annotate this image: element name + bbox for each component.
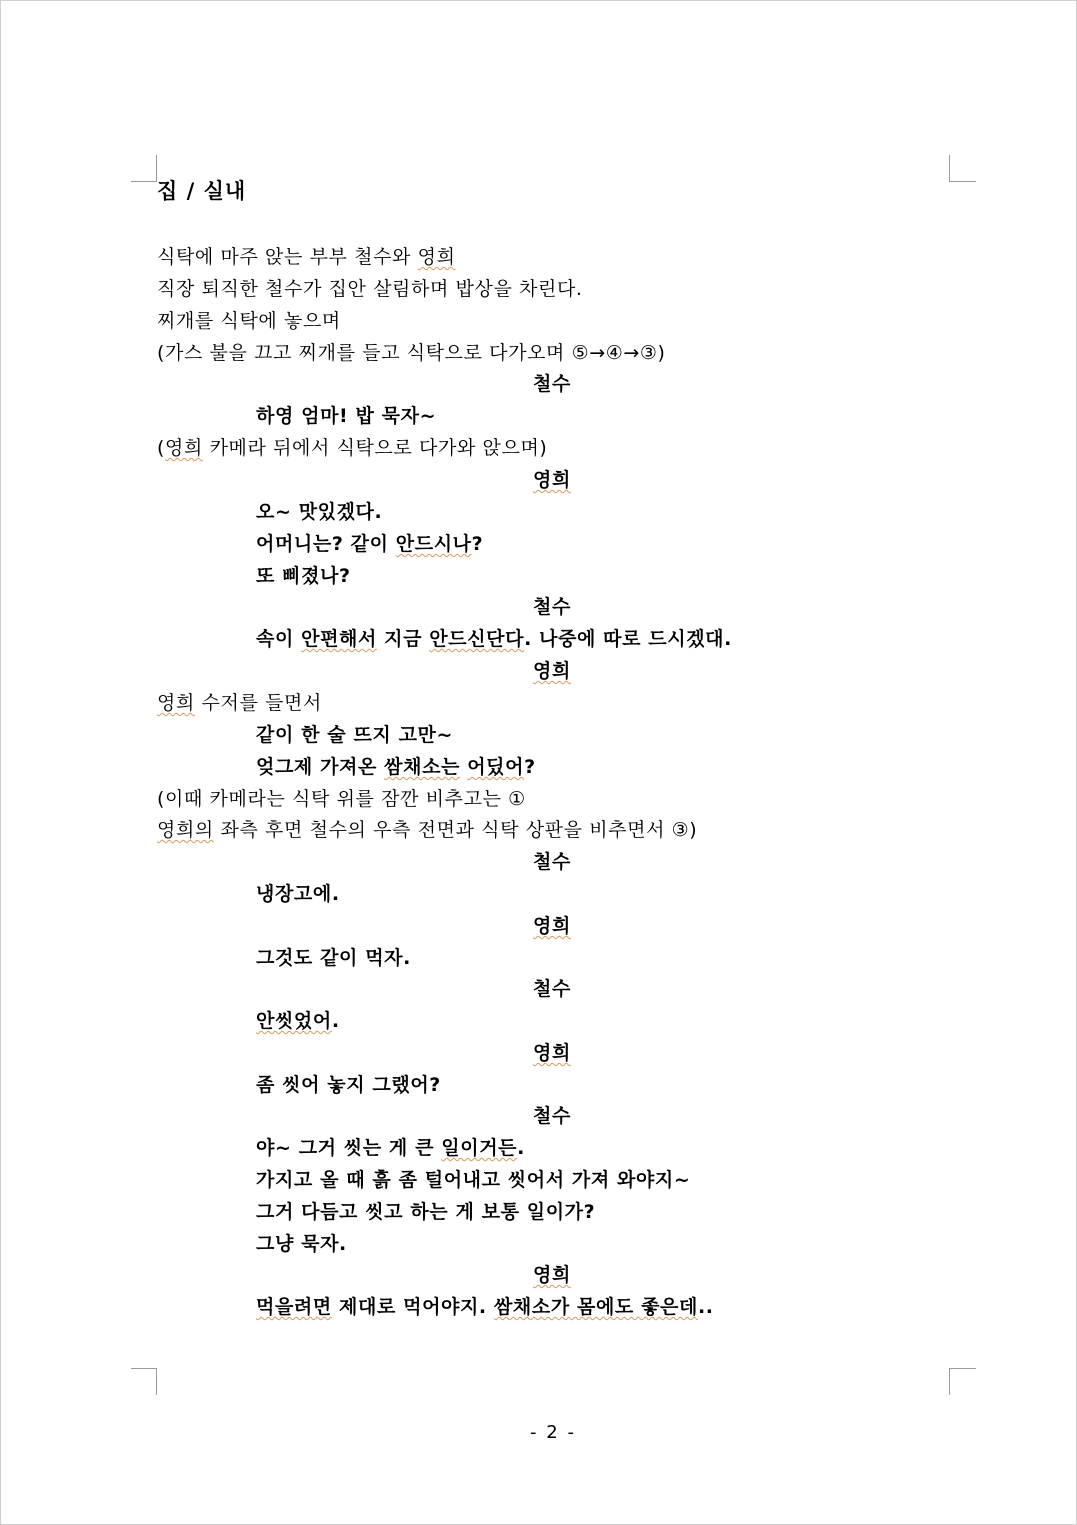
dialogue-line: 그거 다듬고 씻고 하는 게 보통 일이가? (256, 1201, 596, 1223)
character-name: 철수 (533, 373, 571, 395)
misspelled-word: 안씻었어 (256, 1010, 332, 1032)
action-line: 직장 퇴직한 철수가 집안 살림하며 밥상을 차린다. (157, 278, 583, 300)
character-name: 철수 (533, 1105, 571, 1127)
action-line: 영희의 좌측 후면 철수의 우측 전면과 식탁 상판을 비추면서 ③) (157, 819, 698, 841)
misspelled-word: 안드시나 (395, 533, 472, 555)
character-name: 영희 (533, 660, 571, 682)
crop-mark-bottom-left (131, 1368, 157, 1395)
misspelled-word: 영희 (165, 437, 203, 459)
misspelled-word: 일이거든 (441, 1137, 518, 1159)
action-line: 찌개를 식탁에 놓으며 (157, 310, 341, 332)
character-name: 철수 (533, 978, 571, 1000)
character-name: 영희 (533, 469, 571, 491)
misspelled-word: 안편해서 (301, 628, 377, 650)
action-line: 식탁에 마주 앉는 부부 철수와 영희 (157, 246, 456, 268)
crop-mark-top-right (949, 155, 976, 182)
misspelled-word: 안드신단다 (429, 628, 525, 650)
misspelled-word: 쌈채소가 (493, 1296, 570, 1318)
page-number: - 2 - (530, 1422, 576, 1443)
dialogue-line: 좀 씻어 놓지 그랬어? (256, 1074, 441, 1096)
dialogue-line: 냉장고에. (256, 883, 340, 905)
crop-mark-top-left (131, 155, 157, 182)
dialogue-line: 같이 한 술 뜨지 고만~ (256, 724, 454, 746)
dialogue-line: 하영 엄마! 밥 묵자~ (256, 405, 437, 427)
dialogue-line: 가지고 올 때 흙 좀 털어내고 씻어서 가져 와야지~ (256, 1169, 691, 1191)
misspelled-word: 몸에도 좋은데 (569, 1296, 698, 1318)
character-name: 철수 (533, 851, 571, 873)
character-name: 영희 (533, 915, 571, 937)
dialogue-line: 먹을려면 제대로 먹어야지. 쌈채소가 몸에도 좋은데.. (256, 1296, 714, 1318)
action-line: 영희 수저를 들면서 (157, 692, 322, 714)
misspelled-word: 영희의 (157, 819, 214, 841)
dialogue-line: 야~ 그거 씻는 게 큰 일이거든. (256, 1137, 525, 1159)
dialogue-line: 엊그제 가져온 쌈채소는 어딨어? (256, 756, 536, 778)
action-line: (영희 카메라 뒤에서 식탁으로 다가와 앉으며) (157, 437, 548, 459)
misspelled-word: 어딨어 (467, 756, 525, 778)
character-name: 영희 (533, 1264, 571, 1286)
misspelled-word: 영희 (417, 246, 456, 268)
misspelled-word: 먹을려면 (256, 1296, 332, 1318)
scene-heading: 집 / 실내 (157, 179, 247, 203)
action-line: (이때 카메라는 식탁 위를 잠깐 비추고는 ① (157, 788, 526, 810)
dialogue-line: 오~ 맛있겠다. (256, 501, 383, 523)
dialogue-line: 어머니는? 같이 안드시나? (256, 533, 484, 555)
dialogue-line: 그냥 묵자. (256, 1233, 347, 1255)
dialogue-line: 그것도 같이 먹자. (256, 947, 411, 969)
crop-mark-bottom-right (949, 1368, 976, 1395)
character-name: 영희 (533, 1042, 571, 1064)
character-name: 철수 (533, 596, 571, 618)
misspelled-word: 영희 (157, 692, 195, 714)
action-line: (가스 불을 끄고 찌개를 들고 식탁으로 다가오며 ⑤→④→③) (157, 342, 666, 364)
dialogue-line: 또 삐졌나? (256, 565, 351, 587)
misspelled-word: 쌈채소는 (384, 756, 460, 778)
dialogue-line: 안씻었어. (256, 1010, 340, 1032)
dialogue-line: 속이 안편해서 지금 안드신단다. 나중에 따로 드시겠대. (256, 628, 732, 650)
